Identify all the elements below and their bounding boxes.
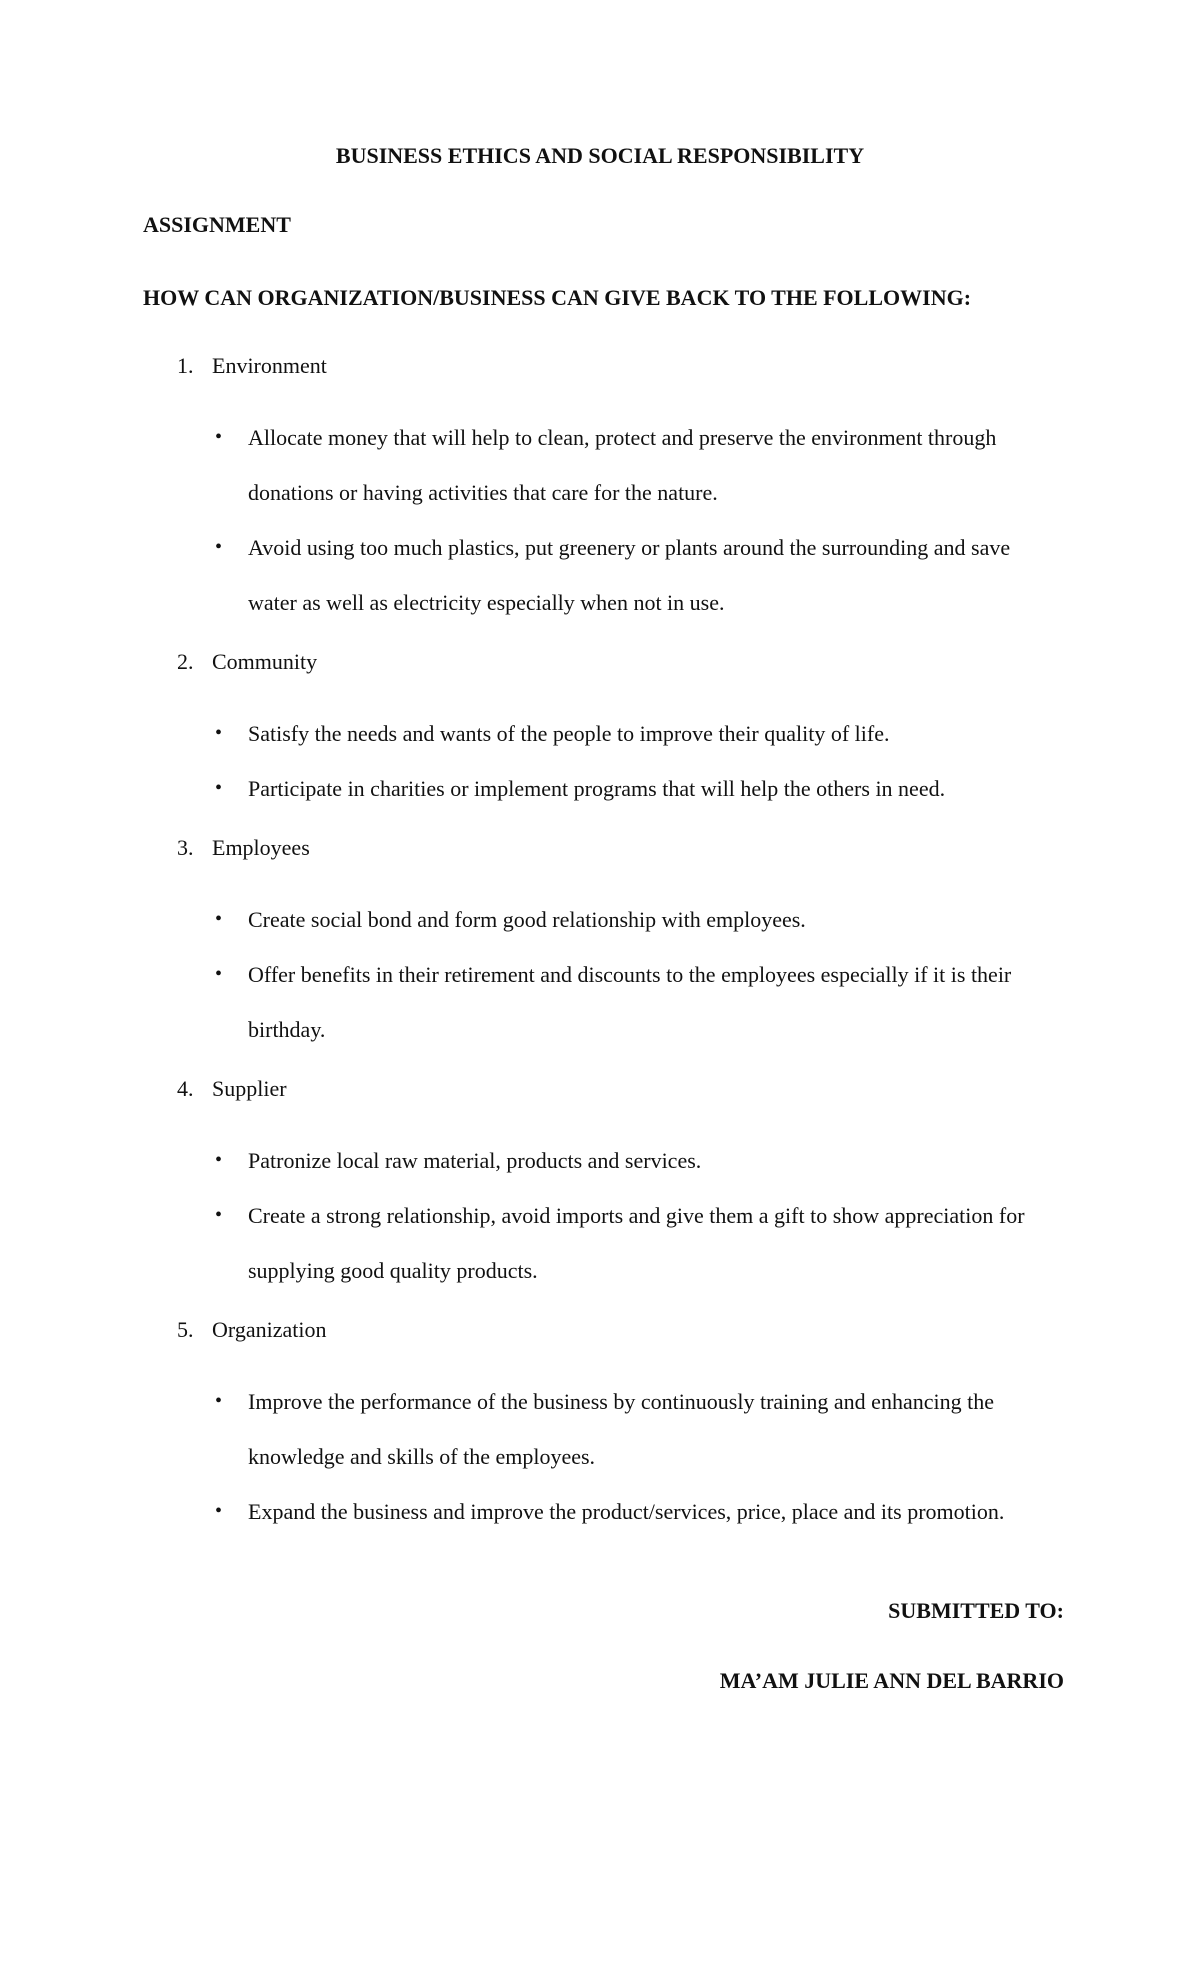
bullet-item [215,761,1058,816]
assignment-heading: ASSIGNMENT [143,212,291,237]
bullet-text: Satisfy the needs and wants of the people to improve their quality of life. [248,721,890,746]
sections-list [0,353,1200,1539]
section-title [177,353,1200,379]
section-number: 3. [177,835,194,860]
bullet-dot-icon: • [215,426,223,448]
section-title [177,835,1200,861]
section-title [177,1076,1200,1102]
bullet-dot-icon: • [215,722,223,744]
bullet-item [215,1188,1058,1298]
bullet-item [215,410,1058,520]
section-label: Supplier [212,1076,287,1101]
bullet-item [215,706,1058,761]
bullet-dot-icon: • [215,908,223,930]
bullet-item [215,1484,1058,1539]
section-title [177,649,1200,675]
bullet-list [0,706,1200,816]
bullet-dot-icon: • [215,963,223,985]
bullet-list [0,1374,1200,1539]
section-label: Community [212,649,318,674]
bullet-text: Avoid using too much plastics, put greenery or plants around the surrounding and save water as well as electricity especially when not in use. [248,535,1011,615]
bullet-text: Improve the performance of the business by continuously training and enhancing the knowledge and skills of the employees. [248,1389,994,1469]
bullet-dot-icon: • [215,1500,223,1522]
section-supplier [0,1076,1200,1298]
bullet-dot-icon: • [215,777,223,799]
bullet-text: Expand the business and improve the product/services, price, place and its promotion. [248,1499,1005,1524]
bullet-text: Create social bond and form good relationship with employees. [248,907,806,932]
section-number: 1. [177,353,194,378]
section-community [0,649,1200,816]
bullet-dot-icon: • [215,1204,223,1226]
submitted-to-label: SUBMITTED TO: [888,1598,1064,1623]
bullet-item [215,892,1058,947]
section-employees [0,835,1200,1057]
page-title: BUSINESS ETHICS AND SOCIAL RESPONSIBILITY [335,143,865,168]
bullet-dot-icon: • [215,1149,223,1171]
question-heading: HOW CAN ORGANIZATION/BUSINESS CAN GIVE BACK TO THE FOLLOWING: [143,285,972,310]
bullet-item [215,1374,1058,1484]
bullet-list [0,1133,1200,1298]
section-title [177,1317,1200,1343]
section-number: 4. [177,1076,194,1101]
bullet-text: Participate in charities or implement programs that will help the others in need. [248,776,946,801]
section-number: 5. [177,1317,194,1342]
section-number: 2. [177,649,194,674]
section-label: Environment [212,353,327,378]
bullet-item [215,947,1058,1057]
bullet-dot-icon: • [215,1390,223,1412]
bullet-text: Patronize local raw material, products and services. [248,1148,702,1173]
bullet-text: Allocate money that will help to clean, protect and preserve the environment through donations or having activities that care for the nature. [248,425,997,505]
bullet-text: Offer benefits in their retirement and discounts to the employees especially if it is their birthday. [248,962,1012,1042]
section-label: Employees [212,835,310,860]
section-environment [0,353,1200,630]
bullet-list [0,892,1200,1057]
bullet-item [215,520,1058,630]
bullet-item [215,1133,1058,1188]
section-label: Organization [212,1317,327,1342]
section-organization [0,1317,1200,1539]
submitted-to-name: MA’AM JULIE ANN DEL BARRIO [719,1668,1064,1693]
bullet-dot-icon: • [215,536,223,558]
bullet-text: Create a strong relationship, avoid imports and give them a gift to show appreciation for supplying good quality products. [248,1203,1025,1283]
bullet-list [0,410,1200,630]
